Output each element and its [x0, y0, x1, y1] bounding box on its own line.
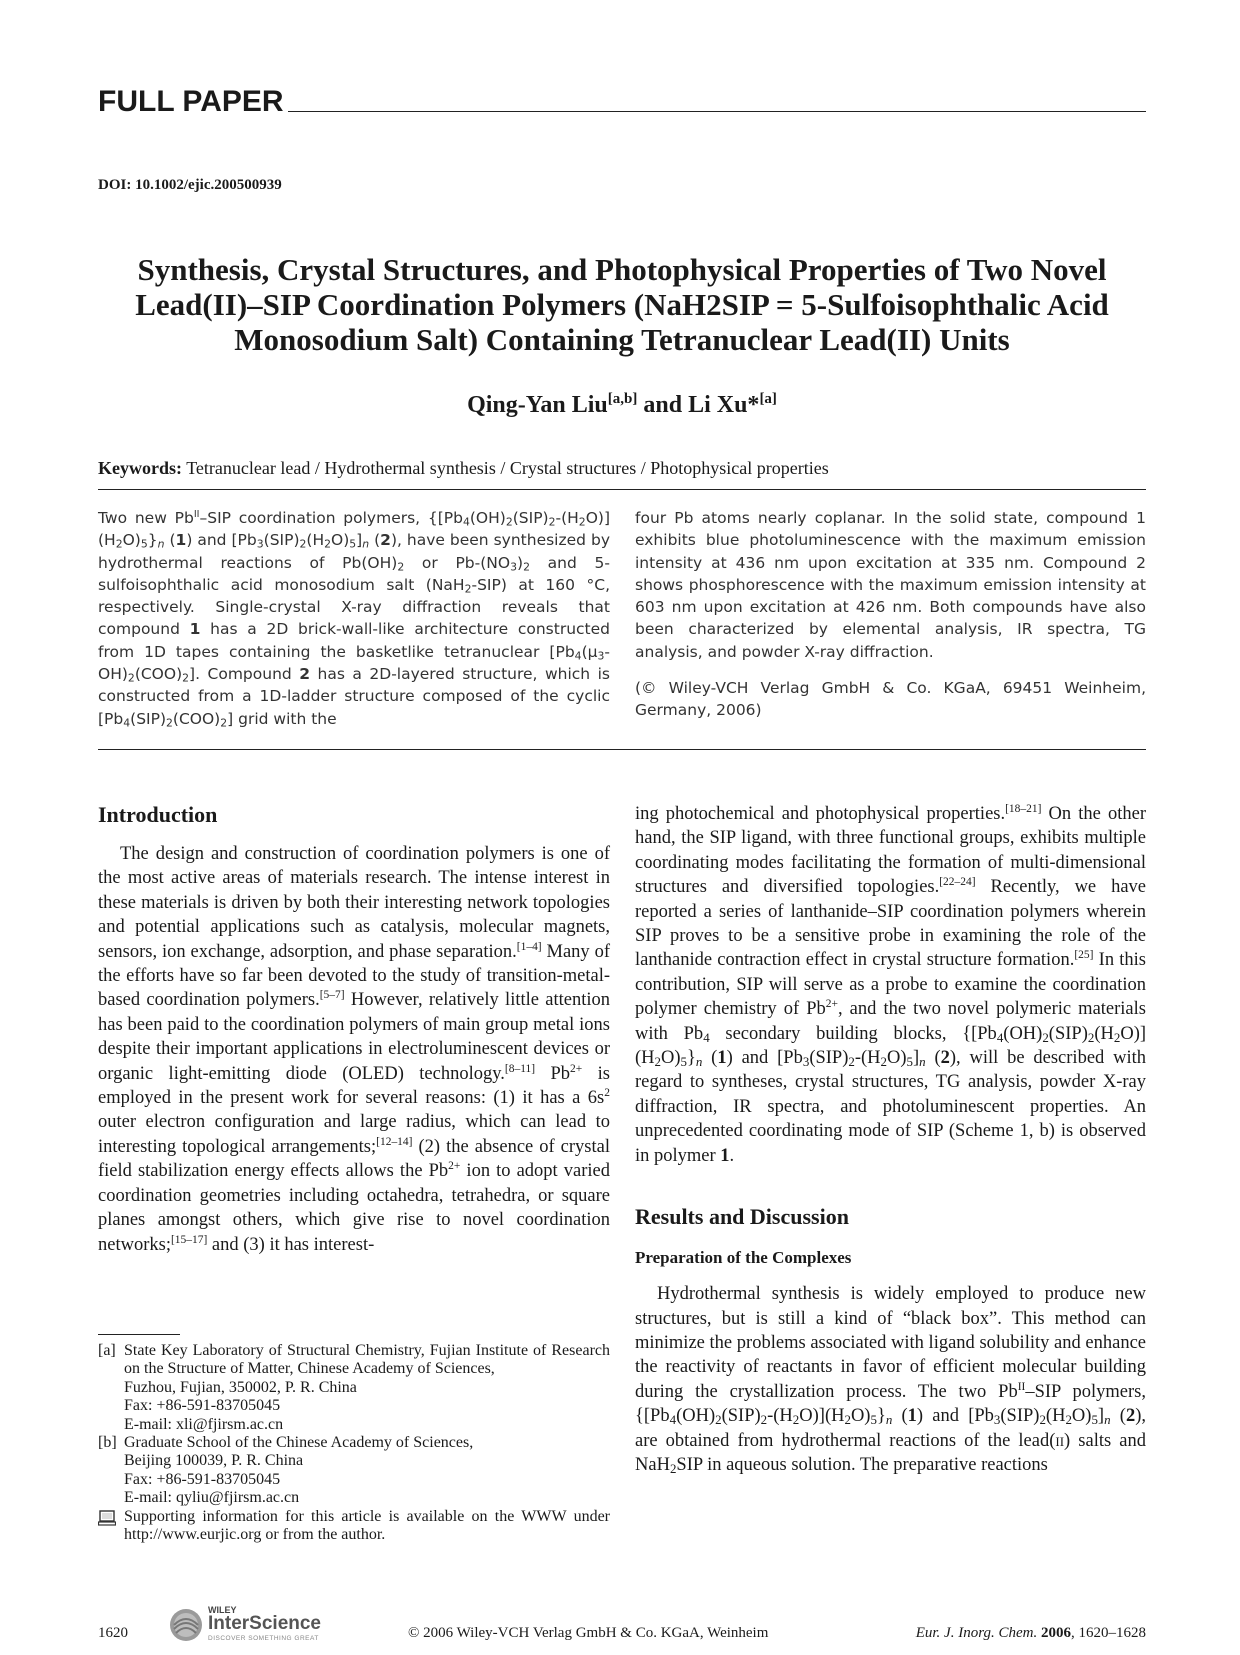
abstract-rule — [98, 749, 1146, 750]
authors — [98, 392, 1146, 419]
footnote-rule — [98, 1334, 180, 1335]
prep-heading: Preparation of the Complexes — [635, 1248, 852, 1268]
footnote-a-email: E-mail: xli@fjirsm.ac.cn — [124, 1415, 284, 1433]
abstract-copyright: (© Wiley-VCH Verlag GmbH & Co. KGaA, 69451 Weinheim, Germany, 2006) — [635, 679, 1146, 720]
keywords-rule — [98, 489, 1146, 490]
footnote-b — [98, 1434, 610, 1508]
interscience-logo — [168, 1605, 338, 1647]
footnote-a-line: State Key Laboratory of Structural Chemistry, Fujian Institute of Research on the Structure of Matter, Chinese Academy of Sciences, — [124, 1342, 610, 1378]
title-line-1: Synthesis, Crystal Structures, and Photophysical Properties of Two Novel — [137, 252, 1107, 287]
intro-heading: Introduction — [98, 802, 218, 827]
author-2-affiliation: [a] — [759, 391, 777, 407]
column-left — [98, 800, 610, 1257]
logo-wiley: WILEY — [208, 1605, 237, 1615]
author-and: and — [643, 392, 683, 418]
paper-title — [98, 252, 1146, 357]
title-line-3: Monosodium Salt) Containing Tetranuclear Lead(II) Units — [234, 322, 1010, 357]
author-2: Li Xu* — [688, 392, 760, 418]
computer-icon — [98, 1510, 116, 1526]
journal-citation — [916, 1625, 1146, 1642]
section-label: FULL PAPER — [98, 84, 288, 120]
abstract-text-right: four Pb atoms nearly coplanar. In the solid state, compound 1 exhibits blue photoluminescence with the maximum emission intensity at 436 nm upon excitation at 335 nm. Compound 2 shows phosphorescence with the maximum emission intensity at 603 nm upon excitation at 426 nm. Both compounds have also been characterized by elemental analysis, IR spectra, TG analysis, and powder X-ray diffraction. — [635, 509, 1146, 661]
footnote-b-line: Graduate School of the Chinese Academy of Sciences, — [124, 1434, 474, 1452]
doi: DOI: 10.1002/ejic.200500939 — [98, 177, 282, 193]
intro-paragraph-continued: ing photochemical and photophysical properties.[18–21] On the other hand, the SIP ligand, with three functional groups, exhibits multiple coordinating modes facilitating the formation of multi-dimensional structures and diversified topologies.[22–24] Recently, we have reported a series of lanthanide–SIP coordination polymers wherein SIP proves to be a sensitive probe in examining the role of the lanthanide contraction effect in crystal structure formation.[25] In this contribution, SIP will serve as a probe to examine the coordination polymer chemistry of $Pb^{2+}$, and the two novel polymeric materials with $Pb_4$ secondary building blocks, $\{[Pb_4(OH)_2(SIP)_2(H_2O)](H_2O)_5\}_n$ (1) and $[Pb_3(SIP)_2-(H_2O)_5]_n$ (2), will be described with regard to syntheses, crystal structures, TG analysis, powder X-ray diffraction, IR spectra, and photoluminescent properties. An unprecedented coordinating mode of SIP (Scheme 1, b) is observed in polymer 1. — [635, 803, 1147, 1166]
results-heading: Results and Discussion — [635, 1204, 849, 1230]
keywords — [98, 458, 1146, 479]
abstract-text-left: Two new $Pb^{II}$–SIP coordination polymers, $\{[Pb_4(OH)_2(SIP)_2-(H_2O)](H_2O)_5\}_n$ (1) and $[Pb_3(SIP)_2(H_2O)_5]_n$ (2), have been synthesized by hydrothermal reactions of $Pb(OH)_2$ or $Pb-(NO_3)_2$ and 5-sulfoisophthalic acid monosodium salt (NaH$_2$-SIP) at 160 °C, respectively. Single-crystal X-ray diffraction reveals that compound 1 has a 2D brick-wall-like architecture constructed from 1D tapes containing the basketlike tetranuclear $[Pb_4(\mu_3-OH)_2(COO)_2]$. Compound 2 has a 2D-layered structure, which is constructed from a 1D-ladder structure composed of the cyclic $[Pb_4(SIP)_2(COO)_2]$ grid with the — [98, 509, 610, 730]
journal-pages: , 1620–1628 — [1071, 1625, 1146, 1641]
page-footer — [98, 1605, 1146, 1651]
journal-year: 2006 — [1041, 1625, 1071, 1641]
column-right — [635, 802, 1146, 1477]
logo-tagline: DISCOVER SOMETHING GREAT — [208, 1635, 319, 1642]
footnote-a-line: Fax: +86-591-83705045 — [124, 1397, 281, 1415]
author-1-affiliation: [a,b] — [607, 391, 638, 407]
footnote-supporting-info — [98, 1508, 610, 1545]
footnote-a — [98, 1342, 610, 1434]
paper-page — [98, 0, 1146, 1655]
keywords-label: Keywords: — [98, 458, 182, 478]
footnote-b-line: Fax: +86-591-83705045 — [124, 1470, 281, 1488]
supporting-info-text: Supporting information for this article is available on the WWW under http://www.eurjic.org or from the author. — [124, 1507, 610, 1544]
page-header — [98, 84, 1146, 120]
footnotes — [98, 1342, 610, 1544]
abstract-right — [635, 507, 1146, 722]
footnote-b-line: Beijing 100039, P. R. China — [124, 1452, 304, 1470]
keywords-text: Tetranuclear lead / Hydrothermal synthesis / Crystal structures / Photophysical properties — [186, 458, 829, 478]
footer-copyright: © 2006 Wiley-VCH Verlag GmbH & Co. KGaA, Weinheim — [408, 1625, 769, 1641]
footnote-b-email: E-mail: qyliu@fjirsm.ac.cn — [124, 1489, 300, 1507]
logo-name: InterScience — [208, 1613, 321, 1634]
footnote-a-tag: [a] — [98, 1342, 116, 1359]
footnote-b-tag: [b] — [98, 1434, 117, 1452]
author-1: Qing-Yan Liu — [467, 392, 608, 418]
globe-icon — [168, 1607, 204, 1643]
abstract-left — [98, 507, 610, 730]
prep-paragraph: Hydrothermal synthesis is widely employed to produce new structures, but is still a kind of “black box”. This method can minimize the problems associated with ligand solubility and enhance the reactivity of reactants in favor of efficient molecular building during the crystallization process. The two $Pb^{II}$–SIP polymers, $\{[Pb_4(OH)_2(SIP)_2-(H_2O)](H_2O)_5\}_n$ (1) and $[Pb_3(SIP)_2(H_2O)_5]_n$ (2), are obtained from hydrothermal reactions of the lead(ii) salts and NaH$_2$SIP in aqueous solution. The preparative reactions — [635, 1284, 1147, 1477]
title-line-2: Lead(II)–SIP Coordination Polymers (NaH2SIP = 5-Sulfoisophthalic Acid — [135, 287, 1109, 322]
intro-paragraph: The design and construction of coordination polymers is one of the most active areas of materials research. The intense interest in these materials is driven by both their interesting network topologies and potential applications such as catalysis, molecular magnets, sensors, ion exchange, adsorption, and phase separation.[1–4] Many of the efforts have so far been devoted to the study of transition-metal-based coordination polymers.[5–7] However, relatively little attention has been paid to the coordination polymers of main group metal ions despite their important applications in electroluminescent devices or organic light-emitting diode (OLED) technology.[8–11] $Pb^{2+}$ is employed in the present work for several reasons: (1) it has a $6s^2$ outer electron configuration and large radius, which can lead to interesting topological arrangements;[12–14] (2) the absence of crystal field stabilization energy effects allows the $Pb^{2+}$ ion to adopt varied coordination geometries including octahedra, tetrahedra, or square planes amongst others, which give rise to novel coordination networks;[15–17] and (3) it has interest- — [98, 844, 611, 1255]
journal-name: Eur. J. Inorg. Chem. — [915, 1625, 1038, 1641]
page-number: 1620 — [98, 1625, 128, 1641]
footnote-a-line: Fuzhou, Fujian, 350002, P. R. China — [124, 1378, 357, 1396]
